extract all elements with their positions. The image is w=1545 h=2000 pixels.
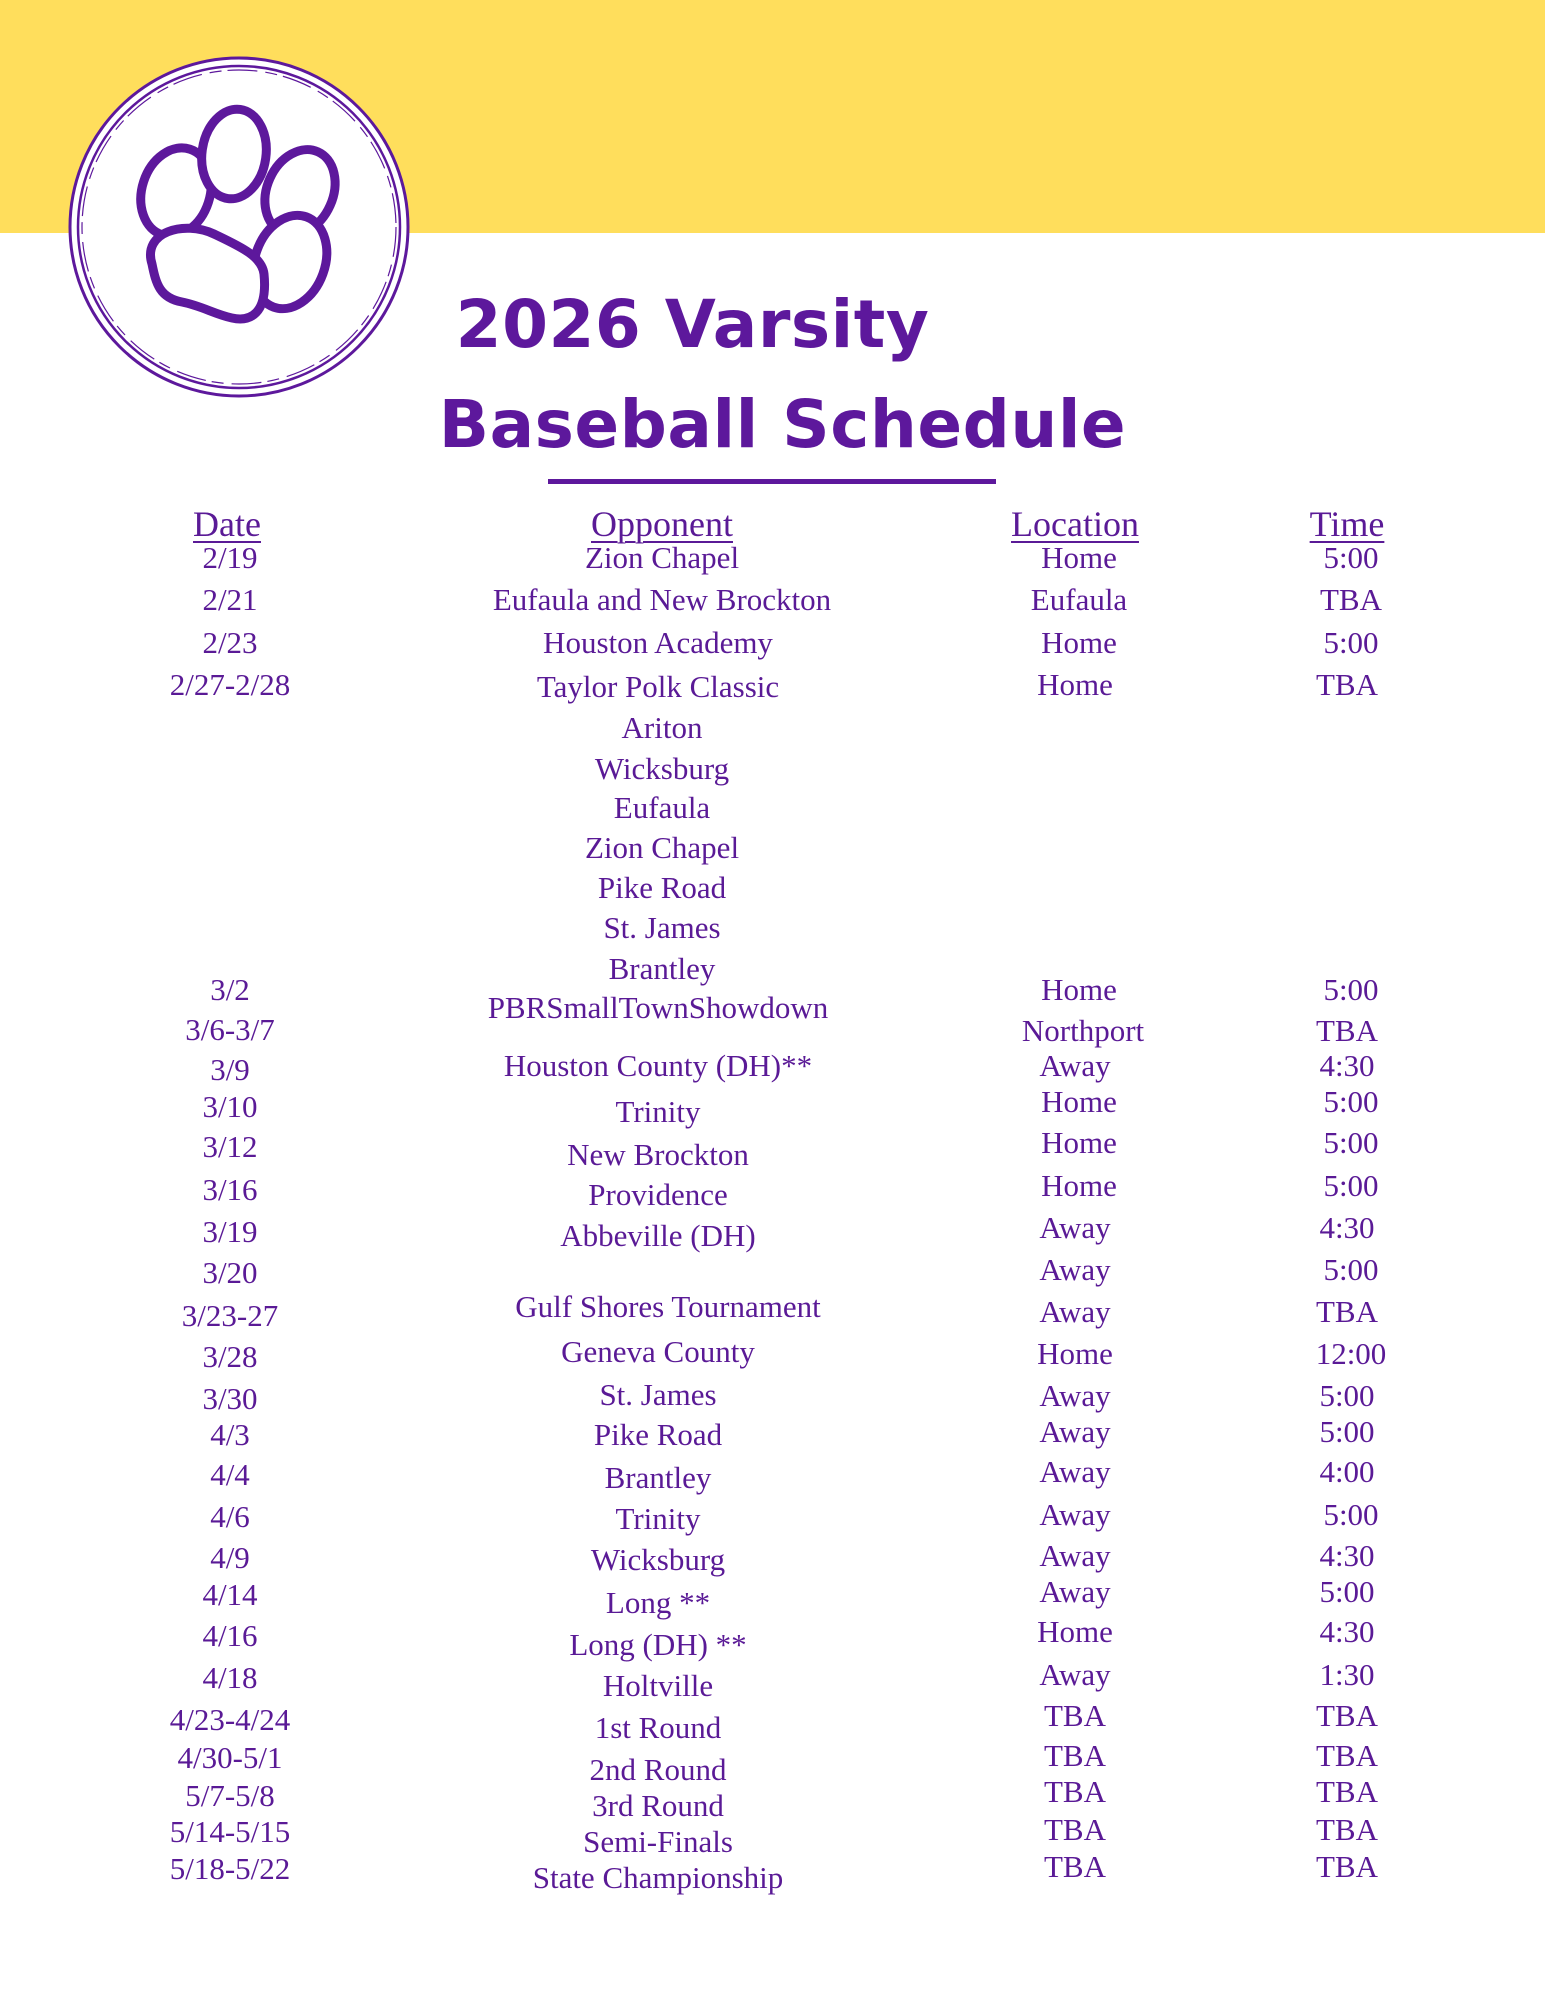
location-cell: Home: [1041, 1168, 1117, 1203]
time-cell: TBA: [1316, 1849, 1378, 1884]
location-cell: Away: [1039, 1210, 1111, 1245]
opponent-cell: Houston Academy: [543, 625, 773, 660]
opponent-cell: Long (DH) **: [569, 1627, 747, 1662]
opponent-cell: Wicksburg: [594, 751, 730, 786]
location-cell: Away: [1039, 1497, 1111, 1532]
location-cell: Home: [1037, 1614, 1113, 1649]
opponent-cell: 1st Round: [594, 1710, 722, 1745]
date-cell: 3/30: [202, 1381, 258, 1416]
opponent-cell: Geneva County: [561, 1334, 755, 1369]
opponent-cell: Eufaula and New Brockton: [492, 582, 832, 617]
location-cell: Away: [1039, 1538, 1111, 1573]
location-cell: Away: [1039, 1657, 1111, 1692]
opponent-cell: Zion Chapel: [584, 830, 740, 865]
opponent-cell: St. James: [603, 910, 721, 945]
date-cell: 3/10: [202, 1089, 258, 1124]
location-cell: Away: [1039, 1414, 1111, 1449]
date-cell: 4/6: [210, 1499, 250, 1534]
time-cell: 5:00: [1323, 1084, 1379, 1119]
location-cell: Home: [1041, 1084, 1117, 1119]
location-cell: Home: [1041, 540, 1117, 575]
date-cell: 3/2: [210, 972, 250, 1007]
date-cell: 3/9: [210, 1052, 250, 1087]
date-cell: 4/4: [210, 1457, 250, 1492]
opponent-cell: Wicksburg: [590, 1542, 726, 1577]
time-cell: 5:00: [1323, 1252, 1379, 1287]
opponent-cell: Pike Road: [593, 1417, 723, 1452]
date-cell: 4/3: [210, 1417, 250, 1452]
location-cell: Away: [1039, 1574, 1111, 1609]
location-cell: Home: [1041, 625, 1117, 660]
title-divider: [548, 479, 996, 484]
location-cell: Eufaula: [1030, 582, 1128, 617]
date-cell: 3/23-27: [181, 1298, 279, 1333]
date-cell: 5/18-5/22: [169, 1851, 291, 1886]
date-cell: 2/27-2/28: [169, 667, 291, 702]
opponent-cell: Ariton: [621, 710, 703, 745]
date-cell: 4/18: [202, 1660, 258, 1695]
date-cell: 2/23: [202, 625, 258, 660]
time-cell: TBA: [1320, 582, 1382, 617]
opponent-cell: Brantley: [604, 1460, 712, 1495]
opponent-cell: Trinity: [615, 1501, 701, 1536]
location-cell: Home: [1037, 1336, 1113, 1371]
time-cell: 4:00: [1319, 1454, 1375, 1489]
opponent-cell: Brantley: [608, 951, 716, 986]
header-opponent: Opponent: [591, 504, 733, 544]
date-cell: 5/14-5/15: [169, 1814, 291, 1849]
opponent-cell: Trinity: [615, 1094, 701, 1129]
date-cell: 2/21: [202, 582, 258, 617]
location-cell: Northport: [1021, 1013, 1145, 1048]
location-cell: TBA: [1044, 1774, 1106, 1809]
time-cell: TBA: [1316, 1738, 1378, 1773]
header-location: Location: [1011, 504, 1139, 544]
opponent-cell: PBRSmallTownShowdown: [487, 990, 829, 1025]
opponent-cell: State Championship: [532, 1860, 784, 1895]
location-cell: Away: [1039, 1252, 1111, 1287]
date-cell: 3/20: [202, 1255, 258, 1290]
date-cell: 4/16: [202, 1618, 258, 1653]
opponent-cell: Pike Road: [597, 870, 727, 905]
date-cell: 2/19: [202, 540, 258, 575]
opponent-cell: 2nd Round: [589, 1752, 727, 1787]
date-cell: 3/28: [202, 1339, 258, 1374]
opponent-cell: Houston County (DH)**: [503, 1048, 813, 1083]
date-cell: 3/12: [202, 1129, 258, 1164]
time-cell: 5:00: [1323, 1497, 1379, 1532]
time-cell: TBA: [1316, 1698, 1378, 1733]
location-cell: Away: [1039, 1378, 1111, 1413]
date-cell: 3/19: [202, 1214, 258, 1249]
time-cell: 4:30: [1319, 1210, 1375, 1245]
time-cell: 5:00: [1323, 1125, 1379, 1160]
opponent-cell: Abbeville (DH): [560, 1218, 756, 1253]
date-cell: 4/9: [210, 1540, 250, 1575]
date-cell: 3/6-3/7: [185, 1012, 275, 1047]
time-cell: 4:30: [1319, 1538, 1375, 1573]
time-cell: TBA: [1316, 1812, 1378, 1847]
time-cell: TBA: [1316, 1013, 1378, 1048]
time-cell: 5:00: [1323, 540, 1379, 575]
time-cell: TBA: [1316, 667, 1378, 702]
time-cell: 5:00: [1319, 1378, 1375, 1413]
time-cell: 5:00: [1323, 972, 1379, 1007]
opponent-cell: Eufaula: [613, 790, 711, 825]
opponent-cell: 3rd Round: [592, 1788, 724, 1823]
time-cell: TBA: [1316, 1294, 1378, 1329]
opponent-cell: Providence: [588, 1177, 728, 1212]
opponent-cell: Semi-Finals: [583, 1824, 733, 1859]
opponent-cell: Zion Chapel: [584, 540, 740, 575]
location-cell: TBA: [1044, 1812, 1106, 1847]
location-cell: Away: [1039, 1454, 1111, 1489]
time-cell: 12:00: [1315, 1336, 1387, 1371]
date-cell: 5/7-5/8: [185, 1778, 275, 1813]
location-cell: TBA: [1044, 1849, 1106, 1884]
time-cell: 5:00: [1319, 1414, 1375, 1449]
time-cell: 4:30: [1319, 1048, 1375, 1083]
opponent-cell: Holtville: [602, 1668, 714, 1703]
location-cell: Home: [1041, 1125, 1117, 1160]
header-date: Date: [193, 504, 261, 544]
time-cell: 4:30: [1319, 1614, 1375, 1649]
time-cell: 1:30: [1319, 1657, 1375, 1692]
opponent-cell: St. James: [599, 1377, 717, 1412]
date-cell: 4/23-4/24: [169, 1702, 291, 1737]
location-cell: Home: [1041, 972, 1117, 1007]
title-line-1: 2026 Varsity: [455, 286, 930, 363]
location-cell: Away: [1039, 1048, 1111, 1083]
opponent-cell: Long **: [605, 1585, 711, 1620]
date-cell: 4/30-5/1: [177, 1740, 283, 1775]
opponent-cell: Gulf Shores Tournament: [515, 1289, 821, 1324]
date-cell: 3/16: [202, 1172, 258, 1207]
title-line-2: Baseball Schedule: [438, 386, 1127, 463]
time-cell: TBA: [1316, 1774, 1378, 1809]
location-cell: TBA: [1044, 1738, 1106, 1773]
date-cell: 4/14: [202, 1577, 258, 1612]
time-cell: 5:00: [1319, 1574, 1375, 1609]
opponent-cell: Taylor Polk Classic: [536, 669, 780, 704]
header-time: Time: [1309, 504, 1385, 544]
location-cell: TBA: [1044, 1698, 1106, 1733]
opponent-cell: New Brockton: [567, 1137, 749, 1172]
location-cell: Home: [1037, 667, 1113, 702]
time-cell: 5:00: [1323, 1168, 1379, 1203]
location-cell: Away: [1039, 1294, 1111, 1329]
time-cell: 5:00: [1323, 625, 1379, 660]
